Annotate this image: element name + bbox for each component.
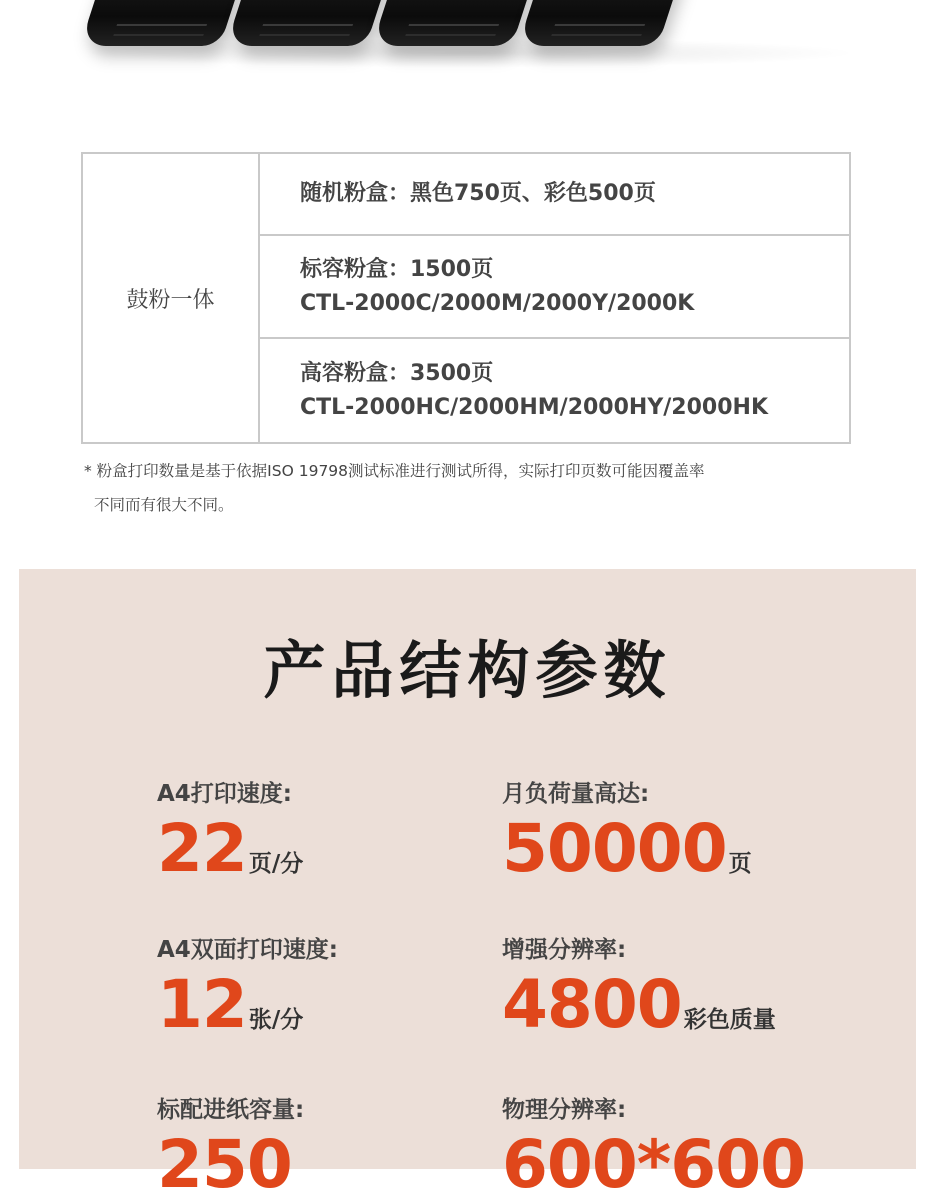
param-label: 增强分辨率: xyxy=(502,937,627,963)
product-image-toner-cartridges xyxy=(0,0,933,80)
param-value xyxy=(157,1126,304,1203)
param-print-speed xyxy=(157,775,303,887)
param-number: 22 xyxy=(157,810,247,887)
param-unit: 页/分 xyxy=(248,851,304,877)
param-monthly-duty xyxy=(502,775,752,887)
spec-row-text: 随机粉盒：黑色750页、彩色500页 xyxy=(300,181,656,206)
spec-row-text: 标容粉盒：1500页 xyxy=(300,256,494,282)
param-unit: 张/分 xyxy=(248,1007,304,1033)
param-label: 标配进纸容量: xyxy=(157,1097,305,1123)
param-number: 4800 xyxy=(502,966,682,1043)
spec-row-standard-toner xyxy=(260,236,849,339)
param-label: A4双面打印速度: xyxy=(157,937,339,963)
param-paper-capacity xyxy=(157,1091,304,1203)
toner-spec-table xyxy=(81,152,851,444)
param-label: 月负荷量高达: xyxy=(502,781,650,807)
spec-row-models: CTL-2000C/2000M/2000Y/2000K xyxy=(300,290,695,316)
param-number: 250 xyxy=(157,1126,292,1203)
footnote-line: 不同而有很大不同。 xyxy=(94,496,234,514)
param-value xyxy=(157,966,338,1043)
param-value xyxy=(502,966,776,1043)
param-unit: 页 xyxy=(728,851,752,877)
param-label: A4打印速度: xyxy=(157,781,293,807)
spec-row-high-capacity-toner xyxy=(260,339,849,442)
param-value xyxy=(502,1126,807,1203)
param-number: 50000 xyxy=(502,810,727,887)
section-title: 产品结构参数 xyxy=(263,634,672,707)
spec-category-cell: 鼓粉一体 xyxy=(83,154,260,442)
param-unit: 彩色质量 xyxy=(683,1007,776,1033)
spec-row-models: CTL-2000HC/2000HM/2000HY/2000HK xyxy=(300,394,768,420)
product-parameters-panel xyxy=(19,569,916,1203)
param-number: 600*600 xyxy=(502,1126,806,1203)
param-value xyxy=(157,810,303,887)
footnote-line: * 粉盒打印数量是基于依据ISO 19798测试标准进行测试所得，实际打印页数可能因覆盖率 xyxy=(84,462,705,480)
param-number: 12 xyxy=(157,966,247,1043)
spec-row-text: 高容粉盒：3500页 xyxy=(300,360,494,386)
param-label: 物理分辨率: xyxy=(502,1097,627,1123)
param-enhanced-resolution xyxy=(502,931,776,1043)
param-value xyxy=(502,810,752,887)
param-duplex-speed xyxy=(157,931,338,1043)
yield-footnote xyxy=(84,454,864,522)
spec-row-included-toner xyxy=(260,154,849,236)
param-physical-resolution xyxy=(502,1091,807,1203)
